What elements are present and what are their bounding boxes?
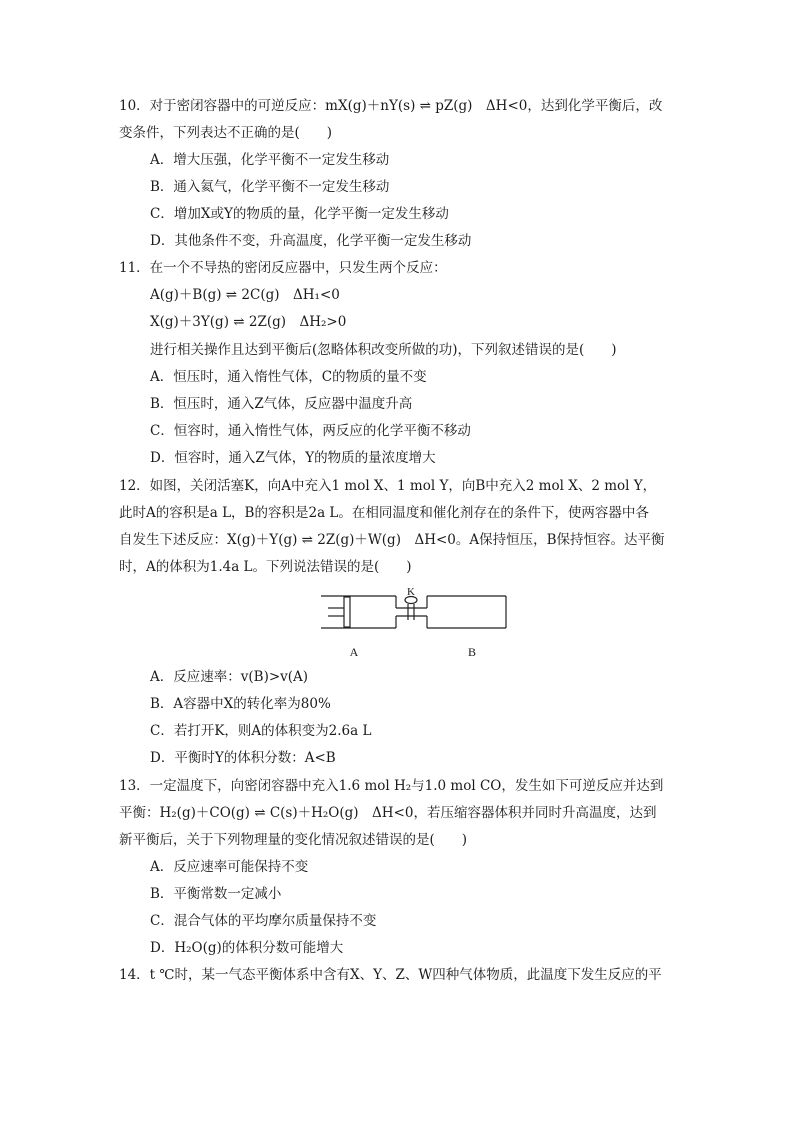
q12-option-c: C．若打开K，则A的体积变为2.6a L [150,723,372,739]
q12-stem-line-2: 此时A的容积是a L，B的容积是2a L。在相同温度和催化剂存在的条件下，使两容器中各 [119,505,649,521]
q12-stem-line-3: 自发生下述反应：X(g)＋Y(g) ⇌ 2Z(g)＋W(g) ΔH<0。A保持恒压，B保持恒容。达平衡 [119,532,665,548]
container-a-label: A [349,645,359,659]
q12-option-d: D．平衡时Y的体积分数：A<B [150,750,336,766]
q10-stem-line-1: 10．对于密闭容器中的可逆反应：mX(g)＋nY(s) ⇌ pZ(g) ΔH<0，达到化学平衡后，改 [119,98,663,114]
q10-option-d: D．其他条件不变，升高温度，化学平衡一定发生移动 [150,233,472,249]
q10-option-b: B．通入氦气，化学平衡不一定发生移动 [150,179,390,195]
container-diagram-svg [318,584,514,664]
q11-equation-2: X(g)＋3Y(g) ⇌ 2Z(g) ΔH₂>0 [150,314,347,330]
valve-label: K [407,586,415,598]
q13-option-b: B．平衡常数一定减小 [150,886,282,902]
q13-option-a: A．反应速率可能保持不变 [150,859,309,875]
q11-option-c: C．恒容时，通入惰性气体，两反应的化学平衡不移动 [150,423,471,439]
q13-stem-line-1: 13．一定温度下，向密闭容器中充入1.6 mol H₂与1.0 mol CO，发生如下可逆反应并达到 [119,778,664,794]
q10-stem-line-2: 变条件，下列表达不正确的是( ) [119,125,333,141]
q11-option-b: B．恒压时，通入Z气体，反应器中温度升高 [150,396,413,412]
q13-option-c: C．混合气体的平均摩尔质量保持不变 [150,913,377,929]
q13-stem-line-2: 平衡：H₂(g)＋CO(g) ⇌ C(s)＋H₂O(g) ΔH<0，若压缩容器体积并同时升高温度，达到 [119,805,657,821]
q11-stem-line-1: 11．在一个不导热的密闭反应器中，只发生两个反应： [119,260,447,276]
container-b-body [427,596,506,628]
container-diagram [318,584,514,664]
q11-stem-line-2: 进行相关操作且达到平衡后(忽略体积改变所做的功)，下列叙述错误的是( ) [150,342,617,358]
q13-option-d: D．H₂O(g)的体积分数可能增大 [150,940,344,956]
q12-stem-line-1: 12．如图，关闭活塞K，向A中充入1 mol X、1 mol Y，向B中充入2 mol X、2 mol Y， [119,478,657,494]
piston [328,597,350,627]
q10-option-a: A．增大压强，化学平衡不一定发生移动 [150,152,390,168]
container-b-label: B [467,645,477,659]
q11-equation-1: A(g)＋B(g) ⇌ 2C(g) ΔH₁<0 [150,287,340,303]
q11-option-d: D．恒容时，通入Z气体，Y的物质的量浓度增大 [150,450,436,466]
q14-stem-line-1: 14．t ℃时，某一气态平衡体系中含有X、Y、Z、W四种气体物质，此温度下发生反应的平 [119,967,662,983]
container-a-body [321,596,396,628]
q12-option-b: B．A容器中X的转化率为80% [150,696,331,712]
q12-option-a: A．反应速率：v(B)>v(A) [150,669,309,685]
q11-option-a: A．恒压时，通入惰性气体，C的物质的量不变 [150,369,427,385]
q12-stem-line-4: 时，A的体积为1.4a L。下列说法错误的是( ) [119,559,412,575]
q10-option-c: C．增加X或Y的物质的量，化学平衡一定发生移动 [150,206,449,222]
q13-stem-line-3: 新平衡后，关于下列物理量的变化情况叙述错误的是( ) [119,832,468,848]
connecting-tube [396,608,427,616]
